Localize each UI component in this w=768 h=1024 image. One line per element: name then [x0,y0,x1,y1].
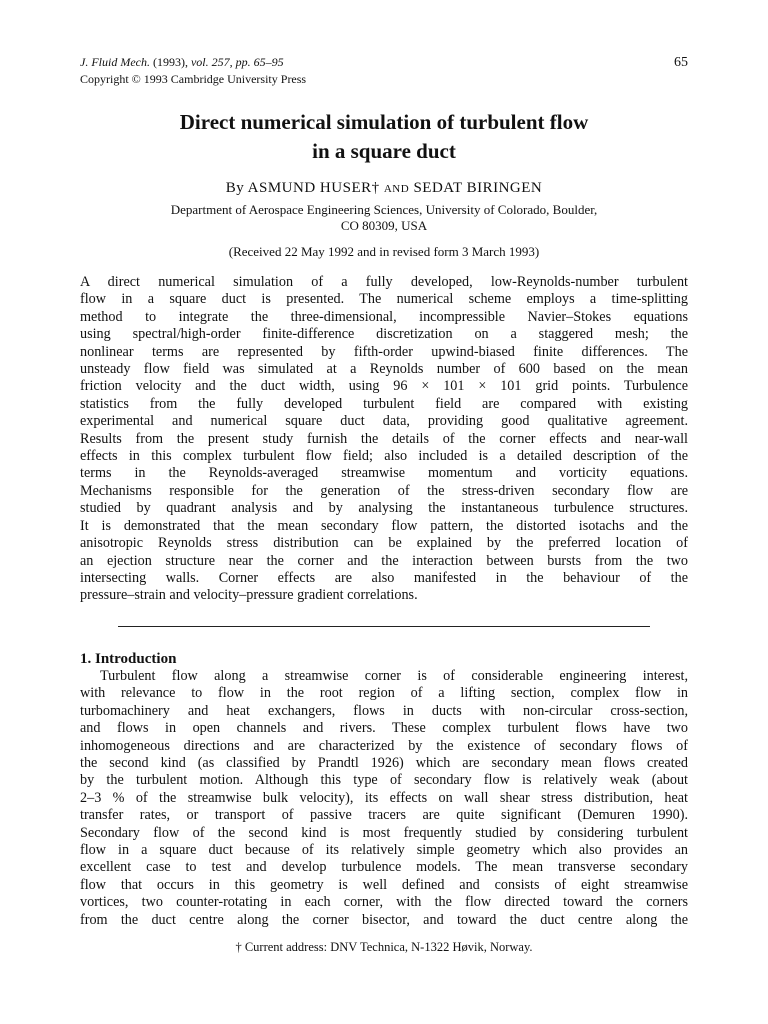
journal-year: (1993), [152,55,188,69]
abstract-line: nonlinear terms are represented by fifth-order upwind-biased finite differences. The [80,343,688,360]
abstract-line: studied by quadrant analysis and by analysing the instantaneous turbulence structures. [80,500,688,517]
abstract-line: statistics from the fully developed turbulent field are compared with existing [80,395,688,412]
affiliation [80,202,688,234]
author-by: By [225,180,245,196]
body-line: vortices, two counter-rotating in each corner, with the flow directed toward the corners [80,894,688,911]
paper-title [80,108,688,166]
footnote: † Current address: DNV Technica, N-1322 Høvik, Norway. [235,940,533,954]
abstract-line: anisotropic Reynolds stress distribution can be explained by the preferred location of [80,535,688,552]
body-line: by the turbulent motion. Although this type of secondary flow is relatively weak (about [80,772,688,789]
abstract-line: friction velocity and the duct width, using 96 × 101 × 101 grid points. Turbulence [80,378,688,395]
body-line: flow that occurs in this geometry is well defined and consists of eight streamwise [80,876,688,893]
body-line: Secondary flow of the second kind is most frequently studied by considering turbulent [80,824,688,841]
page-number: 65 [674,55,688,70]
body-line: transfer rates, or transport of passive tracers are quite significant (Demuren 1990). [80,807,688,824]
introduction-body [80,668,688,929]
abstract [80,274,688,605]
body-line: and flows in open channels and rivers. These complex turbulent flows have two [80,720,688,737]
affiliation-line-2: CO 80309, USA [340,218,428,233]
citation-line [80,54,688,71]
body-line: excellent case to test and develop turbulence models. The mean transverse secondary [80,859,688,876]
title-line-2: in a square duct [312,139,456,163]
abstract-line: using spectral/high-order finite-difference discretization on a staggered mesh; the [80,326,688,343]
journal-name: J. Fluid Mech. [80,55,150,69]
journal-volume: vol. 257, pp. 65–95 [190,55,284,69]
abstract-line: A direct numerical simulation of a fully developed, low-Reynolds-number turbulent [80,274,688,290]
abstract-line: method to integrate the three-dimensional, incompressible Navier–Stokes equations [80,308,688,325]
abstract-line: unsteady flow field was simulated at a Reynolds number of 600 based on the mean [80,361,688,378]
author-1: ASMUND HUSER† [247,180,380,196]
author-line [80,178,688,198]
body-line: 2–3 % of the streamwise bulk velocity), its effects on wall shear stress distribution, heat [80,789,688,806]
abstract-line: experimental and numerical square duct data, providing good qualitative agreement. [80,413,688,430]
abstract-line: Mechanisms responsible for the generation of the stress-driven secondary flow are [80,482,688,499]
author-2: SEDAT BIRINGEN [413,180,543,196]
copyright-line: Copyright © 1993 Cambridge University Press [80,72,307,86]
journal-header [80,54,688,88]
abstract-line: It is demonstrated that the mean secondary flow pattern, the distorted isotachs and the [80,517,688,534]
abstract-line: pressure–strain and velocity–pressure gradient correlations. [80,587,418,604]
abstract-line: effects in this complex turbulent flow field; also included is a detailed description of the [80,448,688,465]
abstract-line: Results from the present study furnish the details of the corner effects and near-wall [80,430,688,447]
abstract-line: flow in a square duct is presented. The numerical scheme employs a time-splitting [80,291,688,308]
body-line: turbomachinery and heat exchangers, flows in ducts with non-circular cross-section, [80,702,688,719]
body-line: from the duct centre along the corner bisector, and toward the duct centre along the [80,911,688,928]
abstract-line: intersecting walls. Corner effects are also manifested in the behaviour of the [80,569,688,586]
body-line: with relevance to flow in the root region of a lifting section, complex flow in [80,685,688,702]
body-line: flow in a square duct because of its relatively simple geometry which also provides an [80,842,688,859]
section-heading-introduction: 1. Introduction [80,651,177,667]
received-dates: (Received 22 May 1992 and in revised form 3 March 1993) [228,244,540,259]
abstract-line: terms in the Reynolds-averaged streamwise momentum and vorticity equations. [80,465,688,482]
section-divider [118,626,650,627]
author-and: and [383,180,410,196]
abstract-line: an ejection structure near the corner and the interaction between bursts from the two [80,552,688,569]
title-line-1: Direct numerical simulation of turbulent flow [179,110,589,134]
body-line: the second kind (as classified by Prandtl 1926) which are secondary mean flows created [80,755,688,772]
affiliation-line-1: Department of Aerospace Engineering Sciences, University of Colorado, Boulder, [170,202,598,217]
body-line: inhomogeneous directions and are characterized by the existence of secondary flows of [80,737,688,754]
body-line: Turbulent flow along a streamwise corner is of considerable engineering interest, [100,668,688,684]
